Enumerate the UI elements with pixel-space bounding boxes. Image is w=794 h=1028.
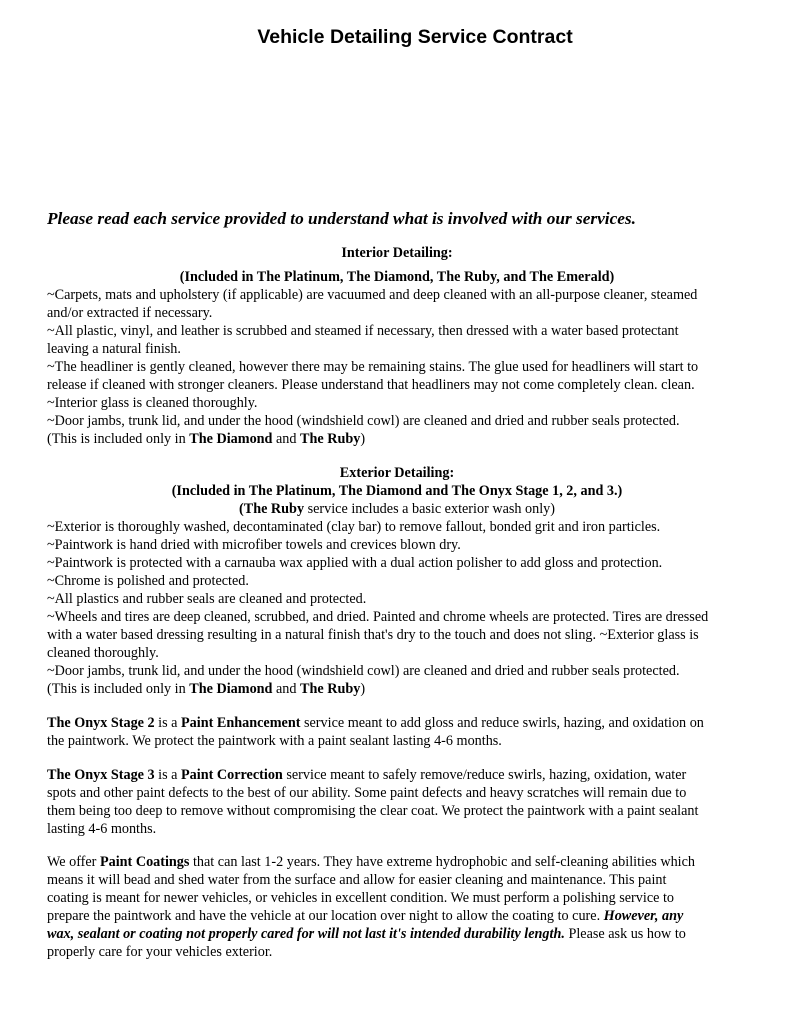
interior-line: ~Interior glass is cleaned thoroughly. <box>47 395 258 411</box>
note-text: and <box>272 431 301 447</box>
note-package-ruby: The Ruby <box>300 431 361 447</box>
exterior-line: ~All plastics and rubber seals are cleaned and protected. <box>47 591 367 607</box>
onyx2-text: is a <box>154 715 182 731</box>
onyx2-name: The Onyx Stage 2 <box>47 715 155 731</box>
onyx3-service: Paint Correction <box>181 767 283 783</box>
coatings-warning: wax, sealant or coating not properly cared for will not last it's intended durability length. <box>47 926 565 942</box>
onyx3-line: spots and other paint defects to the best of our ability. Some paint defects and heavy scratches will remain due to <box>47 785 687 801</box>
onyx3-line: them being too deep to remove without compromising the clear coat. We protect the paintwork with a paint sealant <box>47 803 699 819</box>
interior-line: ~All plastic, vinyl, and leather is scrubbed and steamed if necessary, then dressed with a water based protectant <box>47 323 679 339</box>
interior-line: and/or extracted if necessary. <box>47 305 213 321</box>
note-package-diamond: The Diamond <box>189 681 273 697</box>
coatings-service: Paint Coatings <box>99 854 190 870</box>
note-text: ) <box>360 431 366 447</box>
ruby-label: (The Ruby <box>239 501 305 517</box>
note-package-ruby: The Ruby <box>300 681 361 697</box>
coatings-line <box>47 907 747 925</box>
exterior-line: ~Paintwork is protected with a carnauba wax applied with a dual action polisher to add gloss and protection. <box>47 555 663 571</box>
coatings-line <box>47 925 747 943</box>
note-package-diamond: The Diamond <box>189 431 273 447</box>
coatings-text: prepare the paintwork and have the vehicle at our location over night to allow the coating to cure. <box>47 908 604 924</box>
interior-section <box>47 244 747 448</box>
onyx3-text: service meant to safely remove/reduce swirls, hazing, oxidation, water <box>282 767 687 783</box>
onyx-stage-3-paragraph <box>47 766 747 838</box>
coatings-text: that can last 1-2 years. They have extreme hydrophobic and self-cleaning abilities which <box>189 854 696 870</box>
onyx2-service: Paint Enhancement <box>181 715 301 731</box>
onyx3-text: is a <box>154 767 182 783</box>
coatings-text: We offer <box>47 854 100 870</box>
exterior-included: (Included in The Platinum, The Diamond and The Onyx Stage 1, 2, and 3.) <box>171 483 623 499</box>
coatings-line <box>47 853 747 871</box>
exterior-line: ~Door jambs, trunk lid, and under the hood (windshield cowl) are cleaned and dried and rubber seals protected. <box>47 663 680 679</box>
coatings-line: coating is meant for newer vehicles, or vehicles in excellent condition. We must perform a polishing service to <box>47 890 674 906</box>
note-text: (This is included only in <box>47 681 190 697</box>
onyx2-line: the paintwork. We protect the paintwork with a paint sealant lasting 4-6 months. <box>47 733 502 749</box>
coatings-line: properly care for your vehicles exterior. <box>47 944 273 960</box>
onyx3-name: The Onyx Stage 3 <box>47 767 155 783</box>
exterior-ruby-note <box>47 500 747 518</box>
note-text: ) <box>360 681 366 697</box>
exterior-line: cleaned thoroughly. <box>47 645 159 661</box>
exterior-line: with a water based dressing resulting in a natural finish that's dry to the touch and does not sling. ~Exterior glass is <box>47 627 699 643</box>
onyx-stage-2-paragraph <box>47 714 747 750</box>
exterior-line: ~Chrome is polished and protected. <box>47 573 249 589</box>
onyx3-line <box>47 766 747 784</box>
exterior-line: ~Wheels and tires are deep cleaned, scrubbed, and dried. Painted and chrome wheels are protected. Tires are dressed <box>47 609 709 625</box>
interior-line: ~The headliner is gently cleaned, however there may be remaining stains. The glue used for headliners will start to <box>47 359 699 375</box>
exterior-heading: Exterior Detailing: <box>339 465 455 481</box>
interior-line: ~Carpets, mats and upholstery (if applicable) are vacuumed and deep cleaned with an all-purpose cleaner, steamed <box>47 287 698 303</box>
interior-heading: Interior Detailing: <box>341 245 453 261</box>
coatings-line: means it will bead and shed water from the surface and allow for easier cleaning and maintenance. This paint <box>47 872 667 888</box>
interior-line: leaving a natural finish. <box>47 341 181 357</box>
exterior-line: ~Paintwork is hand dried with microfiber towels and crevices blown dry. <box>47 537 461 553</box>
coatings-warning: However, any <box>603 908 684 924</box>
interior-line: release if cleaned with stronger cleaners. Please understand that headliners may not come completely clean. clean. <box>47 377 695 393</box>
intro-text: Please read each service provided to understand what is involved with our services. <box>47 209 636 228</box>
interior-included: (Included in The Platinum, The Diamond, The Ruby, and The Emerald) <box>179 269 615 285</box>
onyx2-text: service meant to add gloss and reduce swirls, hazing, and oxidation on <box>300 715 704 731</box>
exterior-note <box>47 680 747 698</box>
exterior-line: ~Exterior is thoroughly washed, decontaminated (clay bar) to remove fallout, bonded grit and iron particles. <box>47 519 661 535</box>
note-text: (This is included only in <box>47 431 190 447</box>
interior-line: ~Door jambs, trunk lid, and under the hood (windshield cowl) are cleaned and dried and rubber seals protected. <box>47 413 680 429</box>
coatings-text: Please ask us how to <box>564 926 686 942</box>
page-title: Vehicle Detailing Service Contract <box>257 26 573 48</box>
note-text: and <box>272 681 301 697</box>
ruby-note-text: service includes a basic exterior wash only) <box>304 501 555 517</box>
paint-coatings-paragraph <box>47 853 747 961</box>
interior-note <box>47 430 747 448</box>
exterior-section <box>47 464 747 698</box>
onyx3-line: lasting 4-6 months. <box>47 821 157 837</box>
onyx2-line <box>47 714 747 732</box>
